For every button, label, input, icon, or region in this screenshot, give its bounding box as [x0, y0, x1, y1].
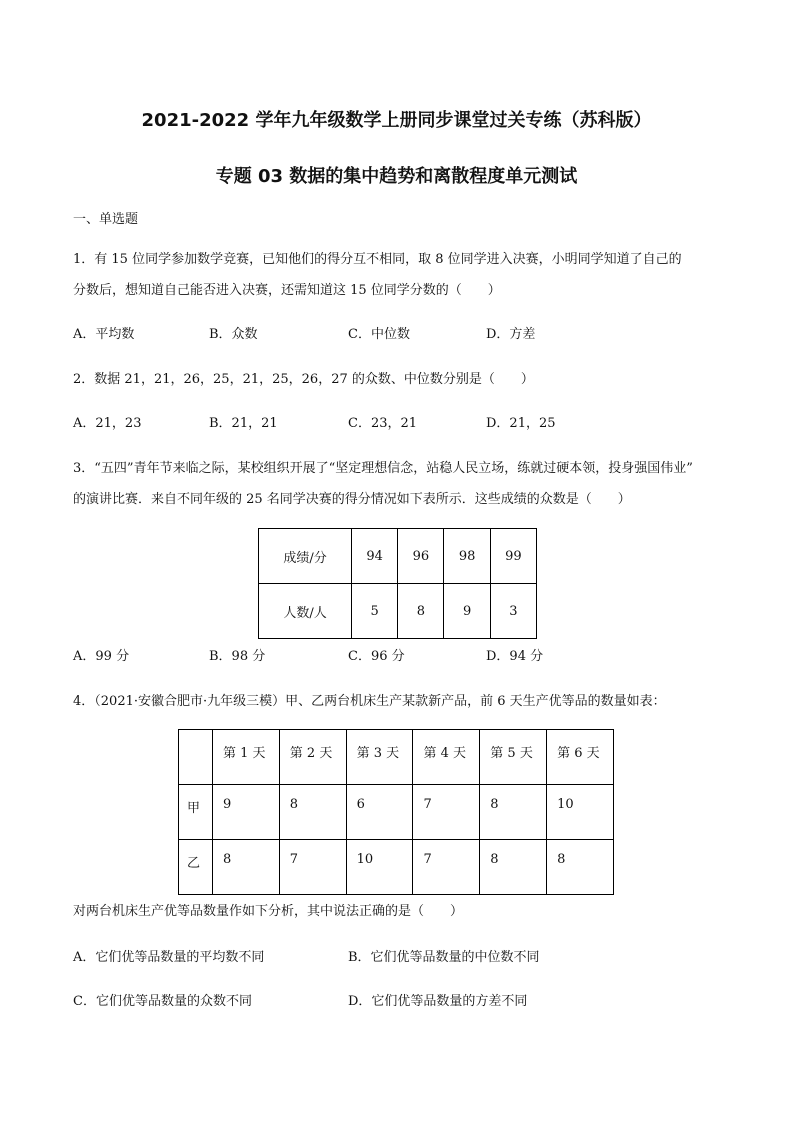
table-cell: 甲: [179, 785, 213, 840]
q3-text-line2: 的演讲比赛．来自不同年级的 25 名同学决赛的得分情况如下表所示．这些成绩的众数是（ ）: [73, 492, 631, 507]
q2-option-d: D．21，25: [486, 416, 556, 431]
table-cell: 第 3 天: [346, 730, 413, 785]
q4-option-a: A．它们优等品数量的平均数不同: [73, 950, 265, 965]
table-cell: 第 2 天: [279, 730, 346, 785]
table-cell: 7: [413, 785, 480, 840]
q3-option-c: C．96 分: [348, 649, 405, 664]
table-cell: 98: [444, 529, 490, 584]
q4-production-table: [178, 729, 614, 895]
table-cell: 人数/人: [259, 584, 352, 639]
table-cell: 94: [352, 529, 398, 584]
table-row: [179, 730, 614, 785]
table-cell: 第 1 天: [212, 730, 279, 785]
q2-option-a: A．21，23: [73, 416, 142, 431]
table-cell: 8: [547, 840, 614, 895]
q1-option-d: D．方差: [486, 327, 536, 342]
q1-option-a: A．平均数: [73, 327, 135, 342]
table-cell: 6: [346, 785, 413, 840]
table-cell: 第 5 天: [480, 730, 547, 785]
q4-option-b: B．它们优等品数量的中位数不同: [348, 950, 540, 965]
table-row: [259, 529, 537, 584]
table-cell: 7: [413, 840, 480, 895]
q2-option-b: B．21，21: [209, 416, 278, 431]
q3-score-table: [258, 528, 537, 639]
table-cell: 10: [346, 840, 413, 895]
table-cell: [179, 730, 213, 785]
table-cell: 7: [279, 840, 346, 895]
table-cell: 第 4 天: [413, 730, 480, 785]
table-cell: 8: [480, 785, 547, 840]
q4-text-line1: 4．（2021·安徽合肥市·九年级三模）甲、乙两台机床生产某款新产品，前 6 天生产优等品的数量如表：: [73, 694, 666, 709]
document-title: 2021-2022 学年九年级数学上册同步课堂过关专练（苏科版）: [141, 110, 652, 131]
table-cell: 8: [279, 785, 346, 840]
q2-option-c: C．23，21: [348, 416, 418, 431]
table-cell: 乙: [179, 840, 213, 895]
q4-text-line2: 对两台机床生产优等品数量作如下分析，其中说法正确的是（ ）: [73, 904, 464, 919]
table-cell: 成绩/分: [259, 529, 352, 584]
table-row: [259, 584, 537, 639]
q4-option-d: D．它们优等品数量的方差不同: [348, 994, 528, 1009]
section-heading: 一、单选题: [73, 212, 139, 227]
document-subtitle: 专题 03 数据的集中趋势和离散程度单元测试: [215, 166, 578, 187]
table-row: [179, 840, 614, 895]
table-cell: 9: [444, 584, 490, 639]
table-row: [179, 785, 614, 840]
q3-text-line1: 3．“五四”青年节来临之际，某校组织开展了“坚定理想信念，站稳人民立场，练就过硬本领，投身强国伟业”: [73, 461, 693, 476]
table-cell: 8: [212, 840, 279, 895]
q2-text-line1: 2．数据 21，21，26，25，21，25，26，27 的众数、中位数分别是（ ）: [73, 372, 534, 387]
table-cell: 96: [398, 529, 444, 584]
table-cell: 8: [398, 584, 444, 639]
table-cell: 8: [480, 840, 547, 895]
table-cell: 99: [490, 529, 536, 584]
q1-option-b: B．众数: [209, 327, 258, 342]
table-cell: 10: [547, 785, 614, 840]
table-cell: 第 6 天: [547, 730, 614, 785]
q1-option-c: C．中位数: [348, 327, 410, 342]
table-cell: 3: [490, 584, 536, 639]
q4-option-c: C．它们优等品数量的众数不同: [73, 994, 252, 1009]
q3-option-d: D．94 分: [486, 649, 544, 664]
table-cell: 5: [352, 584, 398, 639]
q3-option-a: A．99 分: [73, 649, 130, 664]
q3-option-b: B．98 分: [209, 649, 266, 664]
q1-text-line1: 1．有 15 位同学参加数学竞赛，已知他们的得分互不相同，取 8 位同学进入决赛，小明同学知道了自己的: [73, 252, 682, 267]
table-cell: 9: [212, 785, 279, 840]
q1-text-line2: 分数后，想知道自己能否进入决赛，还需知道这 15 位同学分数的（ ）: [73, 283, 501, 298]
